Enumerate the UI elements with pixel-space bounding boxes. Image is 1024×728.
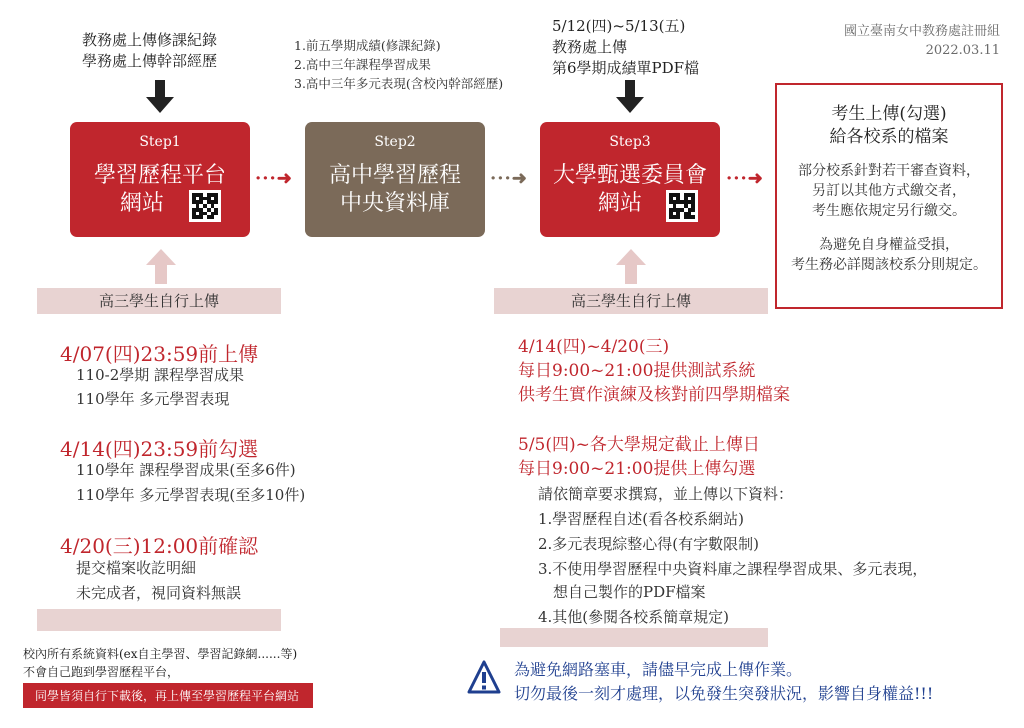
note-line: 2.高中三年課程學習成果 bbox=[294, 57, 431, 72]
step-label: Step3 bbox=[609, 134, 651, 150]
step3-box bbox=[540, 122, 720, 237]
deadline-date: 4/20(三)12:00前確認 bbox=[60, 534, 259, 558]
notice-line: 考生務必詳閱該校系分則規定。 bbox=[791, 257, 987, 273]
deadline-item: 110學年 多元學習表現(至多10件) bbox=[76, 486, 306, 504]
schedule-line: 5/5(四)~各大學規定截止上傳日 bbox=[518, 435, 760, 455]
schedule-line: 4/14(四)~4/20(三) bbox=[518, 337, 670, 357]
self-upload-bar: 高三學生自行上傳 bbox=[37, 288, 281, 314]
flow-arrow-icon: ···➜ bbox=[255, 168, 293, 189]
org-date: 2022.03.11 bbox=[925, 43, 1000, 58]
step1-source-note bbox=[82, 30, 217, 72]
deadline-item: 110學年 多元學習表現 bbox=[76, 390, 230, 408]
flow-arrow-icon: ···➜ bbox=[490, 168, 528, 189]
note-line: 1.前五學期成績(修課紀錄) bbox=[294, 38, 441, 53]
step2-content-notes bbox=[294, 36, 503, 93]
schedule-item: 1.學習歷程自述(看各校系網站) bbox=[538, 510, 745, 528]
schedule-line: 供考生實作演練及核對前四學期檔案 bbox=[518, 385, 790, 405]
step-label: Step2 bbox=[374, 134, 416, 150]
schedule-line: 每日9:00~21:00提供上傳勾選 bbox=[518, 459, 756, 479]
note-line: 3.高中三年多元表現(含校內幹部經歷) bbox=[294, 76, 504, 91]
step-title-line: 大學甄選委員會 bbox=[552, 163, 707, 188]
note-line: 第6學期成績單PDF檔 bbox=[552, 59, 700, 77]
step-label: Step1 bbox=[139, 134, 181, 150]
step3-source-note bbox=[552, 16, 699, 79]
org-name: 國立臺南女中教務處註冊組 bbox=[843, 24, 1000, 39]
schedule-item: 2.多元表現綜整心得(有字數限制) bbox=[538, 535, 760, 553]
note-line: 學務處上傳幹部經歷 bbox=[82, 52, 218, 70]
deadline-date: 4/07(四)23:59前上傳 bbox=[60, 342, 259, 366]
step1-box bbox=[70, 122, 250, 237]
notice-line: 另訂以其他方式繳交者， bbox=[812, 183, 966, 199]
note-line: 5/12(四)~5/13(五) bbox=[552, 17, 686, 35]
deadline-item: 110學年 課程學習成果(至多6件) bbox=[76, 461, 296, 479]
divider-bar bbox=[500, 628, 768, 647]
footer-highlight: 同學皆須自行下載後，再上傳至學習歷程平台網站 bbox=[23, 683, 313, 708]
schedule-item: 4.其他(參閱各校系簡章規定) bbox=[538, 608, 730, 626]
notice-title-line: 考生上傳(勾選) bbox=[831, 104, 947, 124]
schedule-item: 想自己製作的PDF檔案 bbox=[553, 583, 706, 601]
notice-line: 部分校系針對若干審查資料， bbox=[798, 163, 980, 179]
upload-notice-box bbox=[775, 83, 1003, 309]
warning-line: 切勿最後一刻才處理，以免發生突發狀況，影響自身權益!!! bbox=[514, 684, 934, 703]
flow-arrow-icon: ···➜ bbox=[726, 168, 764, 189]
divider-bar bbox=[37, 609, 281, 631]
qr-code-icon[interactable] bbox=[666, 190, 698, 222]
step-title-line: 高中學習歷程 bbox=[328, 163, 461, 188]
step-title-line: 網站 bbox=[120, 191, 165, 216]
deadline-date: 4/14(四)23:59前勾選 bbox=[60, 437, 259, 461]
warning-line: 為避免網路塞車，請儘早完成上傳作業。 bbox=[514, 660, 803, 679]
step-title-line: 學習歷程平台 bbox=[93, 163, 226, 188]
note-line: 教務處上傳 bbox=[552, 38, 628, 56]
deadline-item: 110-2學期 課程學習成果 bbox=[76, 366, 245, 384]
deadline-item: 未完成者，視同資料無誤 bbox=[76, 584, 242, 602]
step-title bbox=[70, 162, 250, 218]
step2-box bbox=[305, 122, 485, 237]
notice-line: 考生應依規定另行繳交。 bbox=[812, 203, 966, 219]
step-title-line: 中央資料庫 bbox=[339, 191, 450, 216]
footer-note: 校內所有系統資料(ex自主學習、學習記錄網......等) bbox=[23, 647, 298, 661]
org-header bbox=[844, 22, 1000, 60]
notice-line: 為避免自身權益受損， bbox=[819, 237, 959, 253]
schedule-line: 每日9:00~21:00提供測試系統 bbox=[518, 361, 756, 381]
warning-icon bbox=[466, 659, 502, 697]
qr-code-icon[interactable] bbox=[189, 190, 221, 222]
step-title bbox=[305, 162, 485, 218]
footer-note: 不會自己跑到學習歷程平台， bbox=[23, 665, 180, 679]
step-title-line: 網站 bbox=[598, 191, 643, 216]
schedule-item: 請依簡章要求撰寫，並上傳以下資料： bbox=[538, 485, 794, 503]
note-line: 教務處上傳修課紀錄 bbox=[82, 31, 218, 49]
notice-title-line: 給各校系的檔案 bbox=[829, 127, 949, 147]
schedule-item: 3.不使用學習歷程中央資料庫之課程學習成果、多元表現， bbox=[538, 560, 928, 578]
deadline-item: 提交檔案收訖明細 bbox=[76, 559, 197, 577]
self-upload-bar: 高三學生自行上傳 bbox=[494, 288, 768, 314]
